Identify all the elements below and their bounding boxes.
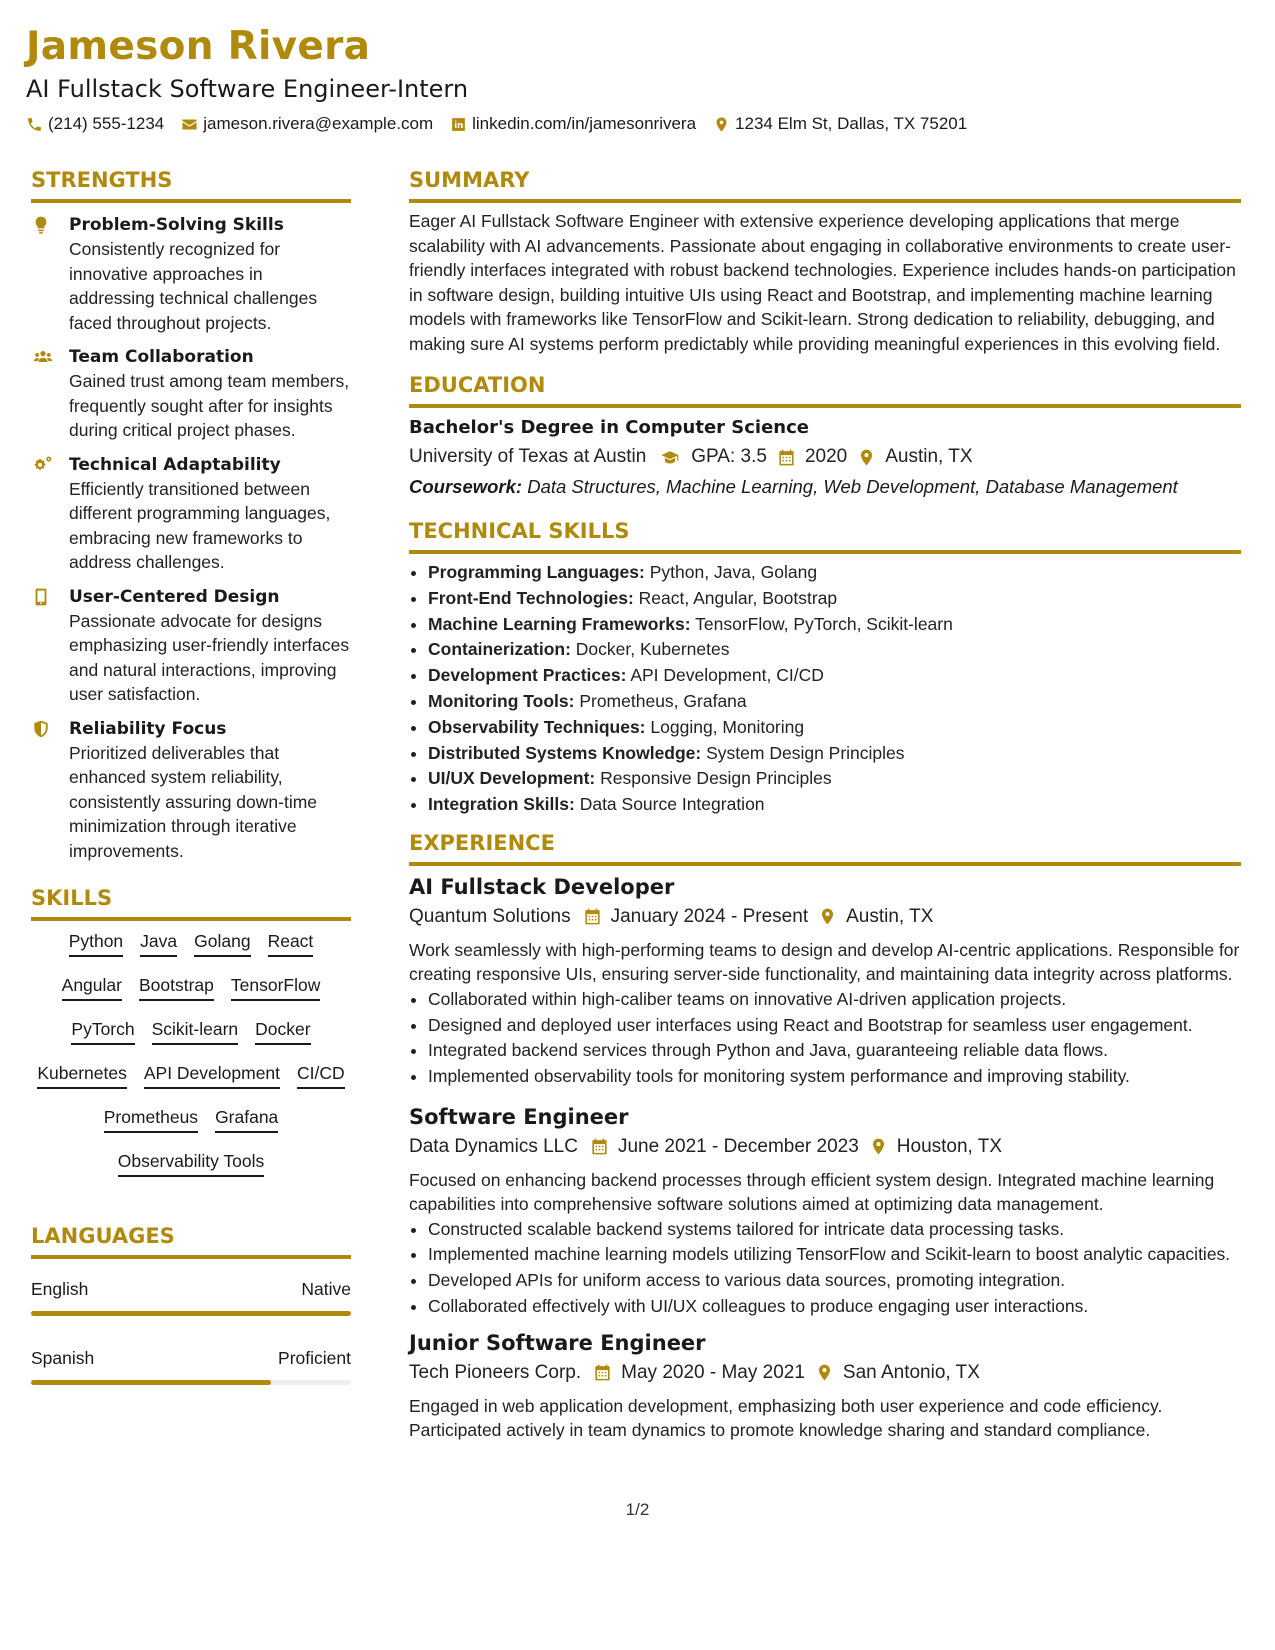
job-dates: January 2024 - Present [610, 905, 809, 927]
gpa-text: GPA: 3.5 [691, 446, 767, 467]
skill-values: Prometheus, Grafana [579, 690, 747, 711]
skill-tag: Prometheus [104, 1105, 198, 1133]
strength-title: Reliability Focus [69, 718, 227, 739]
skill-values: System Design Principles [706, 742, 905, 763]
job-summary: Focused on enhancing backend processes through efficient system design. Integrated machine learning capabilities into comprehensive software solutions aimed at optimizing data management. [409, 1169, 1215, 1215]
skill-category: Development Practices: [428, 665, 627, 686]
strength-item [31, 717, 351, 864]
phone-icon [26, 116, 43, 133]
summary-heading: SUMMARY [409, 168, 530, 192]
map-pin-icon [713, 116, 730, 133]
job-location: Houston, TX [896, 1135, 1003, 1157]
skill-values: Logging, Monitoring [650, 716, 805, 737]
skill-tag: TensorFlow [231, 973, 320, 1001]
job-entry [409, 1102, 1241, 1320]
skill-tag: Java [140, 929, 177, 957]
job-entry [409, 872, 1241, 1090]
strength-desc: Passionate advocate for designs emphasizing user-friendly interfaces and natural interactions, improving user satisfaction. [69, 610, 350, 704]
gears-icon [31, 455, 55, 475]
skill-tag: Python [69, 929, 123, 957]
company-name: Tech Pioneers Corp. [409, 1361, 582, 1383]
language-item [31, 1277, 351, 1316]
skill-tag: API Development [144, 1061, 280, 1089]
skills-heading: SKILLS [31, 886, 113, 910]
section-divider [409, 550, 1241, 554]
strength-item [31, 213, 351, 335]
skill-tag: Angular [62, 973, 122, 1001]
map-pin-icon [857, 448, 876, 467]
company-name: Data Dynamics LLC [409, 1135, 578, 1157]
list-item [428, 586, 1241, 612]
list-item: • Implemented observability tools for monitoring system performance and improving stability. [428, 1064, 1241, 1090]
list-item [428, 766, 1241, 792]
skill-values: API Development, CI/CD [630, 665, 824, 686]
shield-icon [31, 719, 51, 739]
graduation-cap-icon [658, 448, 682, 467]
strength-title: Technical Adaptability [69, 454, 281, 475]
skill-category: Integration Skills: [428, 794, 575, 815]
lightbulb-icon [31, 215, 51, 235]
school-name: University of Texas at Austin [409, 446, 647, 467]
list-item: • Implemented machine learning models utilizing TensorFlow and Scikit-learn to boost analytic capacities. [428, 1242, 1241, 1268]
mobile-icon [31, 587, 51, 607]
skill-category: Observability Techniques: [428, 716, 646, 737]
section-divider [409, 404, 1241, 408]
section-divider [31, 1255, 351, 1259]
skill-tag: PyTorch [71, 1017, 134, 1045]
list-item: • Collaborated effectively with UI/UX colleagues to produce engaging user interactions. [428, 1294, 1241, 1320]
map-pin-icon [869, 1137, 888, 1156]
strength-desc: Consistently recognized for innovative approaches in addressing technical challenges faced throughout projects. [69, 239, 318, 333]
proficiency-fill [31, 1380, 271, 1385]
list-item [428, 637, 1241, 663]
experience-heading: EXPERIENCE [409, 830, 555, 855]
contact-email[interactable] [181, 112, 433, 136]
company-name: Quantum Solutions [409, 905, 571, 927]
technical-skills-heading: TECHNICAL SKILLS [409, 519, 630, 543]
skill-category: Distributed Systems Knowledge: [428, 742, 702, 763]
summary-text: Eager AI Fullstack Software Engineer with extensive experience developing applications that merge scalability with AI advancements. Passionate about engaging in collaborative environments to create user-friendly interfaces integrated with robust backend technologies. Experience includes hands-on participation in software design, building intuitive UIs using React and Bootstrap, and implementing machine learning models with frameworks like TensorFlow and Scikit-learn. Strong dedication to reliability, debugging, and making sure AI systems perform predictably while providing meaningful experiences in this evolving field. [409, 211, 1236, 354]
job-dates: June 2021 - December 2023 [617, 1135, 859, 1157]
contact-address [713, 112, 967, 136]
job-meta [409, 1358, 1241, 1388]
job-location: San Antonio, TX [842, 1361, 980, 1383]
languages-heading: LANGUAGES [31, 1224, 175, 1248]
coursework-label: Coursework: [409, 476, 523, 497]
degree-title: Bachelor's Degree in Computer Science [409, 417, 809, 438]
map-pin-icon [815, 1363, 834, 1382]
skill-category: Containerization: [428, 639, 571, 660]
job-summary: Work seamlessly with high-performing teams to design and develop AI-centric applications. Responsible for creating responsive UIs, ensuring server-side functionality, and maintaining data integrity across platforms. [409, 939, 1240, 985]
list-item: • Constructed scalable backend systems tailored for intricate data processing tasks. [428, 1217, 1241, 1243]
skill-tag: Kubernetes [37, 1061, 127, 1089]
phone-text: (214) 555-1234 [48, 114, 165, 133]
list-item [428, 741, 1241, 767]
graduation-year: 2020 [804, 446, 848, 467]
skill-values: Data Source Integration [579, 794, 765, 815]
section-divider [409, 862, 1241, 866]
strengths-heading: STRENGTHS [31, 168, 173, 192]
calendar-icon [777, 448, 796, 467]
contact-bar [26, 112, 1246, 136]
calendar-icon [590, 1137, 609, 1156]
strength-item [31, 453, 351, 575]
strength-item [31, 585, 351, 707]
envelope-icon [181, 116, 198, 133]
education-location: Austin, TX [885, 446, 973, 467]
job-bullets [409, 1217, 1241, 1320]
linkedin-text: linkedin.com/in/jamesonrivera [472, 114, 697, 133]
list-item [428, 663, 1241, 689]
coursework-text: Data Structures, Machine Learning, Web Development, Database Management [527, 476, 1178, 497]
languages-section [31, 1221, 351, 1385]
skill-tag: Bootstrap [139, 973, 214, 1001]
job-title: Software Engineer [409, 1104, 629, 1129]
experience-section [409, 828, 1241, 1443]
language-item [31, 1346, 351, 1385]
calendar-icon [593, 1363, 612, 1382]
skill-tag: CI/CD [297, 1061, 345, 1089]
skill-values: React, Angular, Bootstrap [638, 587, 838, 608]
proficiency-bar [31, 1311, 351, 1316]
skill-values: TensorFlow, PyTorch, Scikit-learn [695, 613, 953, 634]
skill-category: UI/UX Development: [428, 768, 596, 789]
section-divider [409, 199, 1241, 203]
list-item [428, 612, 1241, 638]
coursework-line [409, 472, 1241, 502]
skill-tag: Scikit-learn [152, 1017, 239, 1045]
list-item [428, 792, 1241, 818]
technical-skills-section [409, 516, 1241, 818]
skill-tag: Docker [255, 1017, 310, 1045]
candidate-title: AI Fullstack Software Engineer-Intern [26, 75, 469, 103]
linkedin-icon [450, 116, 467, 133]
language-level: Proficient [278, 1348, 351, 1368]
strength-title: User-Centered Design [69, 586, 280, 607]
strength-title: Team Collaboration [69, 347, 254, 367]
skill-tag: Observability Tools [118, 1149, 265, 1177]
skill-tag: Golang [194, 929, 250, 957]
contact-linkedin[interactable] [450, 112, 696, 136]
strength-desc: Prioritized deliverables that enhanced system reliability, consistently assuring down-time minimization through iterative improvements. [69, 742, 318, 861]
education-heading: EDUCATION [409, 373, 546, 397]
list-item [428, 560, 1241, 586]
job-title: Junior Software Engineer [409, 1330, 706, 1355]
list-item: • Developed APIs for uniform access to various data sources, promoting integration. [428, 1268, 1241, 1294]
skill-category: Front-End Technologies: [428, 587, 634, 608]
skill-category: Machine Learning Frameworks: [428, 613, 691, 634]
contact-phone[interactable] [26, 112, 164, 136]
section-divider [31, 917, 351, 921]
email-text: jameson.rivera@example.com [203, 114, 434, 133]
strength-title: Problem-Solving Skills [69, 215, 284, 235]
section-divider [31, 199, 351, 203]
skill-values: Python, Java, Golang [649, 562, 818, 582]
skill-category: Programming Languages: [428, 562, 645, 582]
education-meta [409, 442, 1241, 472]
job-dates: May 2020 - May 2021 [621, 1361, 805, 1383]
skill-tag: React [268, 929, 314, 957]
skill-tag-list [31, 929, 351, 1177]
job-title: AI Fullstack Developer [409, 874, 675, 899]
job-meta [409, 1132, 1241, 1162]
skill-values: Docker, Kubernetes [575, 639, 730, 660]
proficiency-fill [31, 1311, 351, 1316]
strengths-section [31, 165, 351, 863]
job-bullets [409, 987, 1241, 1090]
page-number: 1/2 [625, 1500, 650, 1519]
skill-tag: Grafana [215, 1105, 278, 1133]
list-item: • Designed and deployed user interfaces using React and Bootstrap for seamless user engagement. [428, 1013, 1241, 1039]
calendar-icon [583, 907, 602, 926]
right-column [409, 165, 1241, 1449]
summary-section [409, 165, 1241, 356]
job-location: Austin, TX [846, 905, 934, 927]
strength-item [31, 345, 351, 443]
proficiency-bar [31, 1380, 351, 1385]
language-name: English [31, 1279, 89, 1299]
list-item [428, 715, 1241, 741]
education-section [409, 370, 1241, 502]
list-item [428, 689, 1241, 715]
list-item: • Collaborated within high-caliber teams on innovative AI-driven application projects. [428, 987, 1241, 1013]
language-name: Spanish [31, 1348, 95, 1368]
address-text: 1234 Elm St, Dallas, TX 75201 [735, 114, 968, 133]
resume-header [26, 22, 1246, 136]
candidate-name: Jameson Rivera [26, 24, 371, 69]
list-item: • Integrated backend services through Python and Java, guaranteeing reliable data flows. [428, 1038, 1241, 1064]
language-level: Native [301, 1279, 351, 1299]
strength-desc: Gained trust among team members, frequently sought after for insights during critical project phases. [69, 371, 350, 440]
skills-section [31, 883, 351, 1177]
map-pin-icon [818, 907, 837, 926]
technical-skills-list [409, 560, 1241, 818]
left-column [31, 165, 351, 1385]
skill-category: Monitoring Tools: [428, 690, 575, 711]
team-icon [31, 347, 55, 367]
skill-values: Responsive Design Principles [600, 768, 832, 789]
job-summary: Engaged in web application development, emphasizing both user experience and code efficiency. Participated actively in team dynamics to promote knowledge sharing and standard compliance. [409, 1395, 1163, 1441]
strength-desc: Efficiently transitioned between different programming languages, embracing new frameworks to address challenges. [69, 478, 331, 572]
job-entry [409, 1328, 1241, 1443]
job-meta [409, 902, 1241, 932]
